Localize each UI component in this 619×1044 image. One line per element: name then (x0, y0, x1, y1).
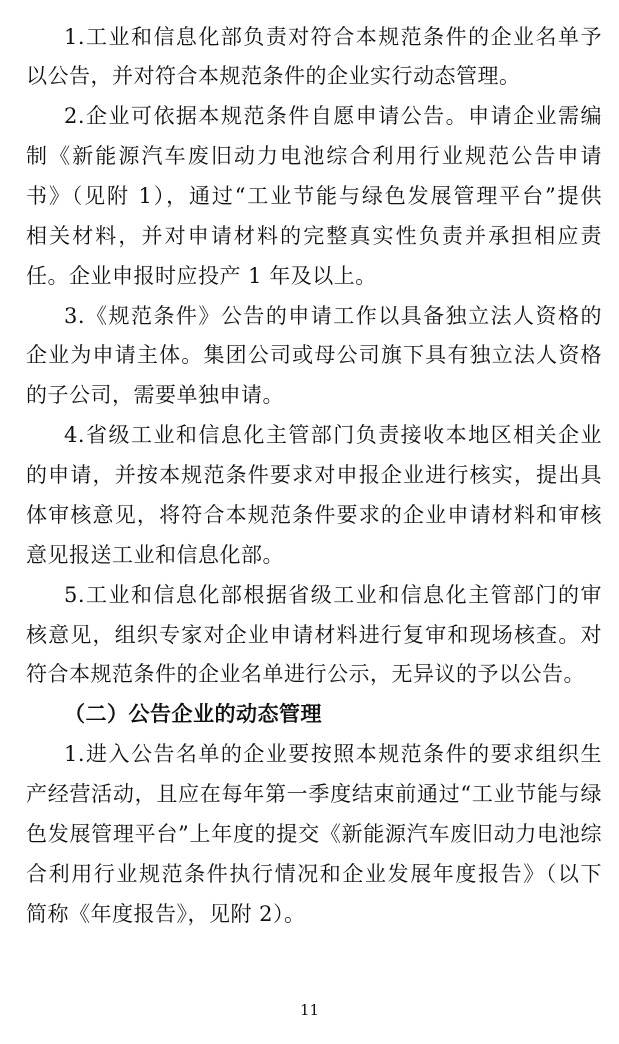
paragraph-5-line-1: 5.工业和信息化部根据省级工业和信息化主管部门的审 (64, 583, 602, 607)
paragraph-5-line-3: 符合本规范条件的企业名单进行公示，无异议的予以公告。 (26, 662, 585, 686)
page-number: 11 (299, 1001, 320, 1019)
paragraph-5-line-2: 核意见，组织专家对企业申请材料进行复审和现场核查。对 (26, 623, 602, 647)
paragraph-6-line-2: 产经营活动，且应在每年第一季度结束前通过“工业节能与绿 (26, 782, 602, 806)
paragraph-3-line-2: 企业为申请主体。集团公司或母公司旗下具有独立法人资格 (26, 343, 602, 367)
paragraph-4-line-4: 意见报送工业和信息化部。 (26, 543, 284, 567)
paragraph-4-line-1: 4.省级工业和信息化主管部门负责接收本地区相关企业 (64, 423, 602, 447)
paragraph-2-line-4: 相关材料，并对申请材料的完整真实性负责并承担相应责 (26, 224, 602, 248)
paragraph-6-line-5: 简称《年度报告》，见附 2）。 (26, 902, 306, 926)
paragraph-6-line-4: 合利用行业规范条件执行情况和企业发展年度报告》（以下 (26, 862, 602, 886)
paragraph-2-line-1: 2.企业可依据本规范条件自愿申请公告。申请企业需编 (64, 104, 602, 128)
paragraph-6-line-1: 1.进入公告名单的企业要按照本规范条件的要求组织生 (64, 742, 602, 766)
paragraph-2-line-2: 制《新能源汽车废旧动力电池综合利用行业规范公告申请 (26, 144, 602, 168)
paragraph-2-line-3: 书》（见附 1），通过“工业节能与绿色发展管理平台”提供 (26, 184, 602, 208)
paragraph-3-line-1: 3.《规范条件》公告的申请工作以具备独立法人资格的 (64, 304, 602, 328)
paragraph-1-line-2: 以公告，并对符合本规范条件的企业实行动态管理。 (26, 64, 521, 88)
paragraph-1-line-1: 1.工业和信息化部负责对符合本规范条件的企业名单予 (64, 25, 602, 49)
paragraph-4-line-3: 体审核意见，将符合本规范条件要求的企业申请材料和审核 (26, 503, 602, 527)
paragraph-6-line-3: 色发展管理平台”上年度的提交《新能源汽车废旧动力电池综 (26, 822, 602, 846)
paragraph-3-line-3: 的子公司，需要单独申请。 (26, 383, 284, 407)
section-heading: （二）公告企业的动态管理 (64, 702, 322, 726)
paragraph-4-line-2: 的申请，并按本规范条件要求对申报企业进行核实，提出具 (26, 463, 602, 487)
paragraph-2-line-5: 任。企业申报时应投产 1 年及以上。 (26, 264, 377, 288)
